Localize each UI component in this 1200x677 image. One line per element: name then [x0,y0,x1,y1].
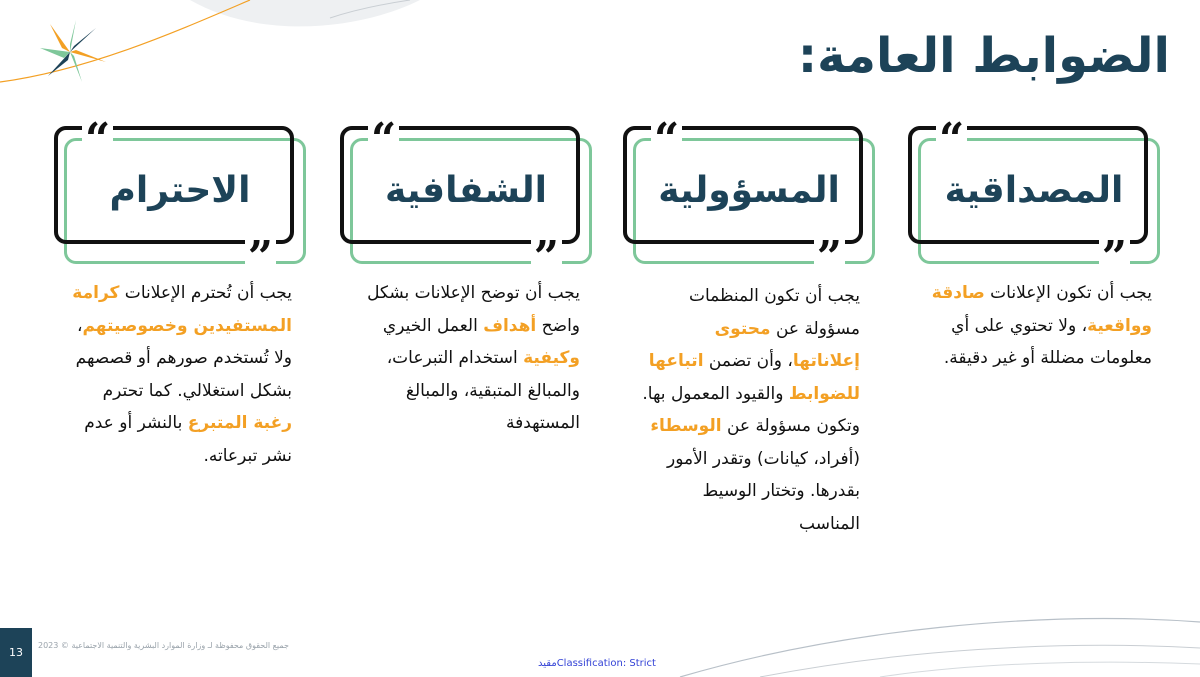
highlight-segment: رغبة المتبرع [187,413,292,433]
text-segment: ، ولا تُستخدم صورهم أو قصصهم بشكل استغلالي. كما تحترم [75,315,292,401]
card-transparency [340,114,592,283]
highlight-segment: الوسطاء [650,416,722,436]
highlight-segment: أهداف [483,315,537,336]
highlight-segment: محتوى إعلاناتها [714,318,860,371]
highlight-segment: وكيفية [523,348,580,368]
open-quote-icon: “ [368,118,399,162]
text-segment: بالنشر أو عدم نشر تبرعاته. [84,413,292,466]
text-segment: يجب أن تكون الإعلانات [984,283,1152,303]
card-responsibility [623,114,875,283]
text-segment: ، ولا تحتوي على أي معلومات مضللة أو غير دقيقة. [943,315,1152,368]
card-body-respect [70,277,292,472]
card-body-credibility [912,277,1152,375]
page-title: الضوابط العامة: [797,28,1170,84]
card-heading: الاحترام [109,170,251,211]
open-quote-icon: “ [936,118,967,162]
open-quote-icon: “ [651,118,682,162]
card-respect [54,114,306,283]
open-quote-icon: “ [82,118,113,162]
text-segment: يجب أن تكون المنظمات مسؤولة عن [688,286,860,339]
close-quote-icon: ” [814,236,845,280]
text-segment: ، وأن تضمن [703,351,793,371]
close-quote-icon: ” [1099,236,1130,280]
highlight-segment: كرامة المستفيدين وخصوصيتهم [72,283,292,336]
text-segment: استخدام التبرعات، والمبالغ المتبقية، والمبالغ المستهدفة [386,348,580,433]
card-body-responsibility [640,280,860,540]
card-credibility [908,114,1160,283]
copyright-text: جميع الحقوق محفوظة لـ وزارة الموارد البشرية والتنمية الاجتماعية © 2023 [38,641,289,650]
text-segment: يجب أن تُحترم الإعلانات [119,283,292,303]
text-segment: يجب أن توضح الإعلانات بشكل واضح [367,283,580,336]
highlight-segment: اتباعها للضوابط [648,351,860,404]
card-body-transparency [355,277,580,440]
slide-number: 13 [0,628,32,677]
close-quote-icon: ” [531,236,562,280]
ministry-logo-icon [30,18,110,88]
text-segment: (أفراد، كيانات) وتقدر الأمور بقدرها. وتختار الوسيط المناسب [667,448,860,534]
highlight-segment: صادقة وواقعية [931,283,1152,336]
text-segment: العمل الخيري [382,315,484,336]
card-heading: الشفافية [384,170,548,211]
close-quote-icon: ” [245,236,276,280]
card-heading: المصداقية [944,170,1124,211]
card-heading: المسؤولية [658,170,840,211]
text-segment: والقيود المعمول بها. وتكون مسؤولة عن [642,383,860,436]
classification-label: مقيدClassification: Strict [538,658,656,669]
